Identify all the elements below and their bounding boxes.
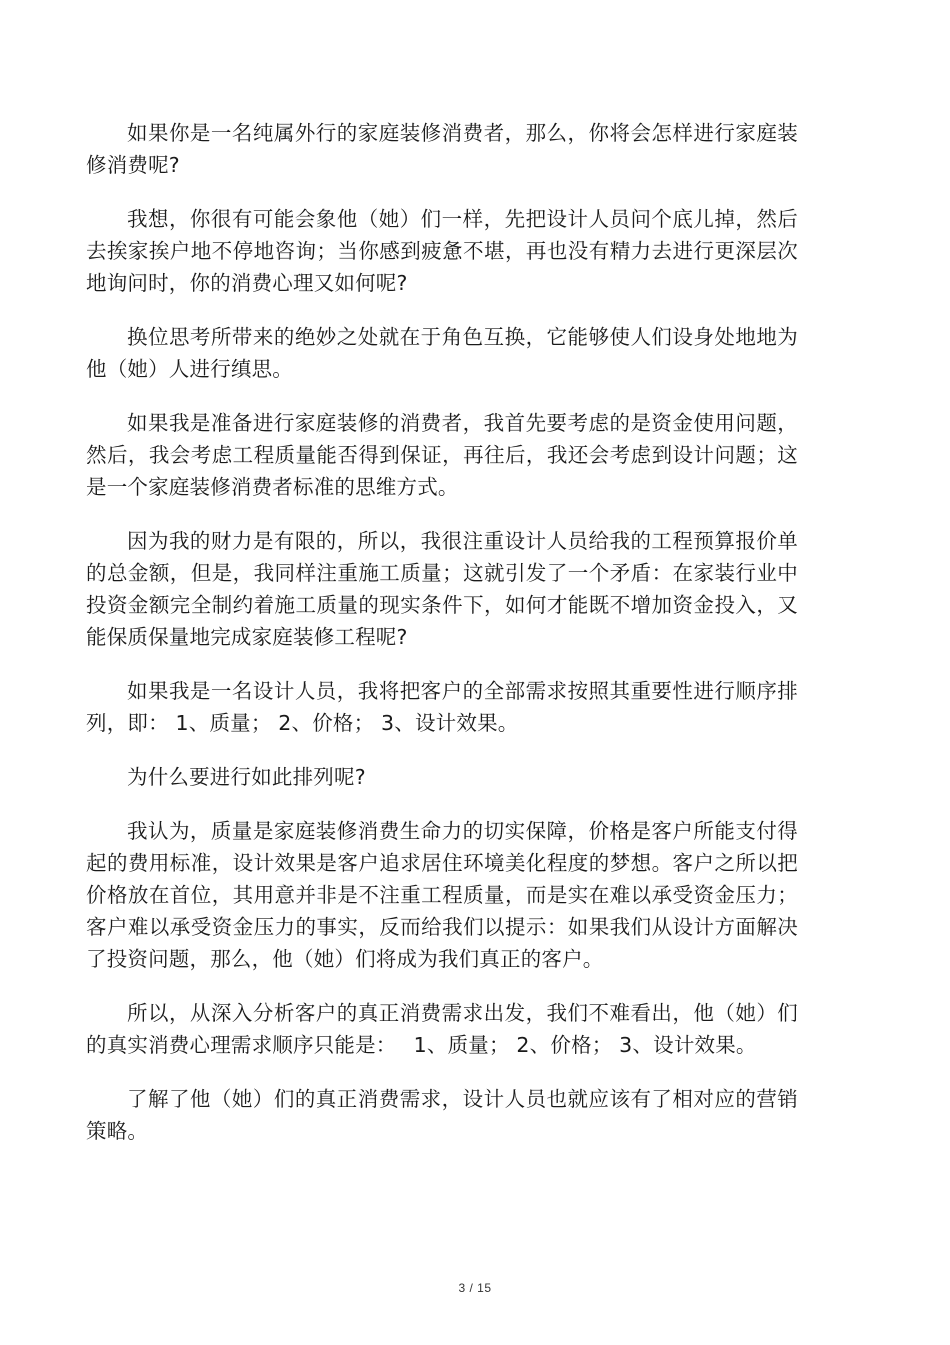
paragraph: 了解了他（她）们的真正消费需求，设计人员也就应该有了相对应的营销策略。 [86,1087,798,1143]
paragraph: 我认为，质量是家庭装修消费生命力的切实保障，价格是客户所能支付得起的费用标准，设计效果是客户追求居住环境美化程度的梦想。客户之所以把价格放在首位，其用意并非是不注重工程质量，而是实在难以承受资金压力；客户难以承受资金压力的事实，反而给我们以提示：如果我们从设计方面解决了投资问题，那么，他（她）们将成为我们真正的客户。 [86,819,798,971]
paragraph: 所以，从深入分析客户的真正消费需求出发，我们不难看出，他（她）们的真实消费心理需求顺序只能是： 1、质量； 2、价格； 3、设计效果。 [86,1001,798,1057]
paragraph: 因为我的财力是有限的，所以，我很注重设计人员给我的工程预算报价单的总金额，但是，我同样注重施工质量；这就引发了一个矛盾：在家装行业中投资金额完全制约着施工质量的现实条件下，如何才能既不增加资金投入，又能保质保量地完成家庭装修工程呢? [86,529,798,649]
paragraph: 如果我是准备进行家庭装修的消费者，我首先要考虑的是资金使用问题，然后，我会考虑工程质量能否得到保证，再往后，我还会考虑到设计问题；这是一个家庭装修消费者标准的思维方式。 [86,411,798,499]
paragraph: 如果我是一名设计人员，我将把客户的全部需求按照其重要性进行顺序排列，即： 1、质量； 2、价格； 3、设计效果。 [86,679,798,735]
page-number: 3 / 15 [458,1281,492,1295]
paragraph: 如果你是一名纯属外行的家庭装修消费者，那么，你将会怎样进行家庭装修消费呢? [86,121,798,177]
document-body [86,117,798,1169]
paragraph: 我想，你很有可能会象他（她）们一样，先把设计人员问个底儿掉，然后去挨家挨户地不停地咨询；当你感到疲惫不堪，再也没有精力去进行更深层次地询问时，你的消费心理又如何呢? [86,207,798,295]
paragraph: 换位思考所带来的绝妙之处就在于角色互换，它能够使人们设身处地地为他（她）人进行缜思。 [86,325,798,381]
paragraph: 为什么要进行如此排列呢? [127,765,366,789]
